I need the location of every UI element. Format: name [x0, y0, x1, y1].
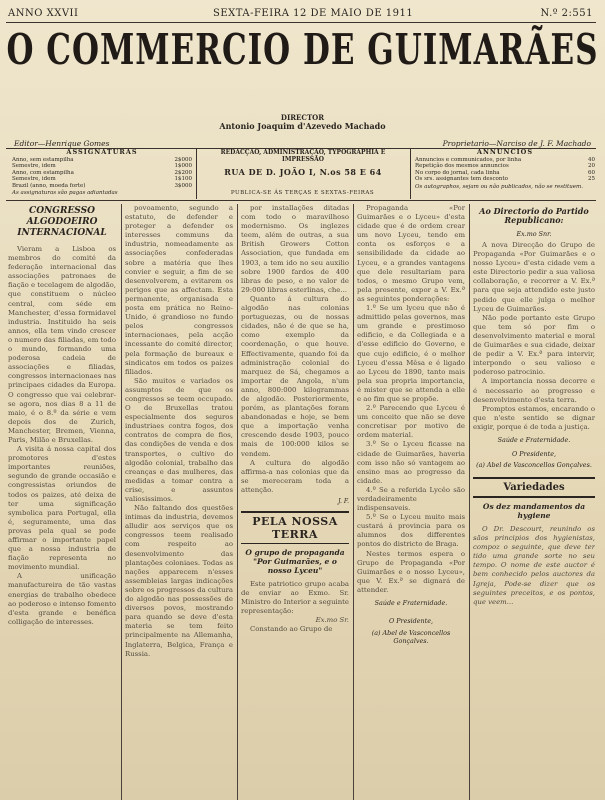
director-block	[0, 113, 605, 131]
column-separator	[237, 204, 238, 800]
subscription-label: Semestre, idem	[12, 163, 56, 169]
column-2	[125, 204, 233, 800]
col3-paragraph: Quanto á cultura do algodão nas colonias portuguezas, ou de nossas cidades, não é de que se ha, como exemplo da coordenação, o que houve. Effectivamente, quando foi da administração colonial do marquez de Sá, chegamos a importar de Angola, n'um anno, 800:000 kilogrammas de algodão. Posteriormente, porém, as plantações foram abandonadas e hoje, se bem que a importação venha crescendo desde 1903, pouco mais de 100:000 kilos se vendem.	[241, 294, 349, 458]
column-4	[357, 204, 465, 800]
variedades-text: O Dr. Descourt, reunindo os sãos principios dos hygienistas, compoz o seguinte, que deve ter tido uma grande sorte no seu tempo. O nome de este auctor é bem conhecido pelos auctores da Igreja, Pode-se dizer que os seguintes preceitos, e os pontos, que veem...	[473, 524, 595, 606]
group-body	[241, 580, 349, 635]
col3-paragraph: A cultura do algodão affirma-a nas colonias que da se mereceram toda a attenção.	[241, 458, 349, 494]
col4-closing: Saúde e Fraternidade.	[374, 599, 448, 608]
ad-rate-value: 60	[588, 169, 595, 176]
col4-paragraph: Nestes termos espera o Grupo de Propaganda «Por Guimarães e o nosso Lyceu», que V. Ex.ª se dignará de attender.	[357, 549, 465, 594]
group-text: Este patriotico grupo acaba de enviar ao Exmo. Sr. Ministro do Interior a seguinte representação:	[241, 580, 349, 616]
director-name: Antonio Joaquim d'Azevedo Machado	[219, 121, 386, 131]
col2-body	[125, 204, 233, 659]
ad-rate-value: 20	[588, 163, 595, 169]
ad-rate-label: Os srs. assignantes tem desconto	[415, 176, 508, 182]
col5-body	[473, 241, 595, 432]
column-separator	[469, 204, 470, 800]
col5-title: Ao Directorio do Partido Republicano:	[479, 206, 589, 225]
col2-paragraph: povoamento, segundo a estatuto, de defender e proteger a defender os interesses communs da industria, nomeadamente as associações confederadas sobre a matéria que lhes convier e seguir, a fim de se desenvolverem, a evitarem os perigos que as affectam. Esta permanente, organisada e posta em prática no Reino-Unido, é grandioso no fundo pelos congressos internacionaes, pela acção incessante do comité director, pela formação de bureaux e sindicatos em todos os paizes filiados.	[125, 204, 233, 376]
variedades-heading: Variedades	[473, 477, 595, 498]
col2-paragraph: Não faltando dos questões intimas da industria, devemos alludir aos serviços que os congressos teem realisado com respeito ao desenvolvimento das plantações coloniaes. Todas as nações apparecem n'esses assembleias largas indicações sobre os progressos da cultura do algodão nas possessões de diversos povos, mostrando para quando se deve d'esta materia se tem feito principalmente na Allemanha, Inglaterra, Belgica, França e Russia.	[125, 504, 233, 658]
col4-president: O Presidente,	[388, 617, 434, 626]
col5-paragraph: Promptos estamos, encarando o que n'este sentido se dignar exigir, porque é de toda a justiça.	[473, 404, 595, 431]
ad-rate-row	[415, 176, 595, 183]
col4-paragraph: 4.º Se a referida Lycêo são verdadeiramente indispensaveis.	[357, 485, 465, 513]
variedades-body	[473, 525, 595, 607]
col1-paragraph: Vieram a Lisboa os membros do comité da federação internacional das associações patronaes de fiação e tecelagem de algodão, que constituem o núcleo central, com séde em Manchester, d'essa formidavel industria. Instituido ha seis annos, ella tem vindo crescer o numero das filiadas, em todo o mundo, formando uma poderosa cadeia de associações e filiadas, congressos internacionaes nas principaes cidades da Europa. O congresso que vai celebrar-se agora, nos dias 8 a 11 de maio, é o 8.º da série e vem depois dos de Zurich, Manchester, Bremen, Vienna, Paris, Milão e Bruxellas.	[8, 245, 116, 444]
issue-date: SEXTA-FEIRA 12 DE MAIO DE 1911	[213, 8, 414, 19]
rule-top	[6, 22, 596, 23]
subscription-label: Brazil (anno, moeda forte)	[12, 182, 86, 189]
column-separator	[353, 204, 354, 800]
subscription-row	[12, 183, 192, 190]
variedades-title: Os dez mandamentos da hygiene	[482, 501, 586, 520]
col4-paragraph: Propaganda «Por Guimarães e o Lyceu» d'esta cidade que é de ordem crear um novo Lyceu, tendo em conta os esforços e a sensibilidade da cidade ao Lyceu, e a grandes vantagens que dele resultariam para todos, o mesmo Grupo vem, pela presente, expor a V. Ex.ª as seguintes ponderações:	[357, 204, 465, 303]
column-1	[8, 204, 116, 800]
subscription-value: 2$000	[174, 156, 192, 163]
group-title: O grupo de propaganda "Por Guimarães, e o nosso Lyceu"	[245, 548, 345, 575]
col5-salutation: Ex.mo Snr.	[516, 230, 552, 238]
subscriptions-box	[12, 149, 192, 197]
col5-paragraph: A nova Direcção do Grupo de Propaganda «Por Guimarães e o nosso Lyceu» d'esta cidade vem a este Directorio pedir a sua valiosa collaboração, e recorrer a V. Ex.ª para que seja attendido este justo pedido que elle julga o melhor Lyceu de Guimarães.	[473, 241, 595, 313]
publish-note: PUBLICA-SE ÁS TERÇAS E SEXTAS-FEIRAS	[230, 190, 375, 196]
ad-rate-label: Annuncios e communicados, por linha	[415, 156, 522, 163]
ad-rate-label: No corpo do jornal, cada linha	[415, 169, 500, 176]
director-label: DIRECTOR	[280, 113, 325, 122]
office-address: RUA DE D. JOÃO I, N.os 58 E 64	[224, 167, 382, 177]
col4-paragraph: 2.º Parecendo que Lyceu é um conceito que não se deve concretisar por motivo de ordem material.	[357, 404, 465, 440]
col1-paragraph: A unificação manufactureira de tão vastas energias de trabalho obedece ao poderoso e intenso fomento d'esta grande e benéfica colligação de interesses.	[8, 572, 116, 626]
col5-paragraph: A importancia nossa decorre e é necessario ao progresso e desenvolvimento d'esta terra.	[473, 377, 595, 404]
subscription-label: Anno, com estampilha	[12, 169, 74, 176]
subscriptions-rows	[12, 157, 192, 190]
subscription-value: 1$100	[174, 176, 192, 182]
col4-signature: (a) Abel de Vasconcellos Gonçalves.	[371, 629, 451, 646]
column-5	[473, 204, 595, 800]
rule-info-bottom	[6, 200, 596, 201]
col3-paragraph: por installações ditadas com todo o maravilhoso modernismo. Os inglezes teem, além de outras, a sua British Growers Cotton Association, que fundada em 1903, a tem ido no seu auxilio sobre 1900 fardos de 400 libras de peso, e no valor de 29:000 libras esterlinas, che...	[241, 204, 349, 294]
col5-signature: (a) Abel de Vasconcellos Gonçalves.	[476, 460, 592, 469]
ads-rows	[415, 157, 595, 183]
col3-signature: J. F.	[338, 498, 349, 505]
col3-body	[241, 204, 349, 495]
group-closing: Constando ao Grupo de	[250, 625, 333, 634]
col4-paragraph: 5.º Se o Lyceu muito mais custará á provincia para os alumnos dos differentes pontos do districto de Braga.	[357, 513, 465, 549]
col5-president: O Presidente,	[511, 449, 557, 458]
pela-nossa-terra-heading: PELA NOSSA TERRA	[241, 511, 349, 544]
issue-number: N.º 2:551	[540, 8, 593, 19]
col5-closing: Saúde e Fraternidade.	[497, 435, 571, 444]
dateline	[8, 6, 593, 22]
column-3	[241, 204, 349, 800]
ads-note: Os autographos, sejam ou não publicados, não se restituem.	[415, 183, 584, 190]
ad-rate-label: Repetição dos mesmos annuncios	[415, 163, 509, 169]
ads-box	[415, 149, 595, 197]
column-separator	[121, 204, 122, 800]
proprietor: Proprietario—Narciso de J. F. Machado	[442, 139, 591, 148]
col2-paragraph: São muitos e variados os assumptos de que os congressos se teem occupado. O de Bruxellas tratou especialmente dos seguros industriaes contra fogos, dos contratos de compra de fios, das condições de venda e dos transportes, o cultivo do algodão colonial, trabalho das creanças e das mulheres, das medidas a tomar contra a crise, e assuntos valiosissimos.	[125, 376, 233, 503]
col4-body	[357, 204, 465, 595]
subscription-value: 1$000	[174, 163, 192, 169]
subscription-value: 2$200	[174, 169, 192, 176]
subscription-value: 3$000	[174, 182, 192, 189]
ad-rate-value: 40	[588, 156, 595, 163]
office-heading: REDACÇÃO, ADMINISTRAÇÃO, TYPOGRAPHIA E IMPRESSÃO	[220, 149, 386, 163]
col1-title: CONGRESSO ALGODOEIRO INTERNACIONAL	[17, 206, 107, 238]
subscription-label: Anno, sem estampilha	[12, 156, 74, 163]
col4-paragraph: 1.º Se um lyceu que não é admittido pelas governos, mas um grande e prestimoso edificio, e da Collegiada e a d'esse edificio do Governo, e que cujo edificio, é o melhor Lyceu d'essa Mêsa e é ligado ao Lyceu de 1890, tanto mais pela sua propria importancia, é mister que se attenda a elle e ao fim que se propõe.	[357, 304, 465, 403]
masthead-title: O COMMERCIO DE GUIMARÃES	[6, 26, 599, 75]
group-salutation: Ex.mo Sr.	[315, 616, 349, 625]
subscriptions-heading: ASSIGNATURAS	[66, 148, 138, 156]
subscription-label: Semestre, idem	[12, 176, 56, 182]
col5-paragraph: Não pode portanto este Grupo que tem só por fim o desenvolvimento material e moral de Guimarães e sua cidade, deixar de pedir a V. Ex.ª para intervir, interpondo o seu valioso e poderoso patrocinio.	[473, 313, 595, 377]
subscriptions-note: As assignaturas são pagas adiantadas	[12, 190, 118, 196]
col4-paragraph: 3.º Se o Lyceu ficasse na cidade de Guimarães, haveria com isso não só vantagem ao ensino mas ao progresso da cidade.	[357, 440, 465, 485]
ads-heading: ANNUNCIOS	[476, 148, 534, 156]
editor: Editor—Henrique Gomes	[14, 139, 110, 148]
col1-body	[8, 245, 116, 627]
anno: ANNO XXVII	[8, 8, 79, 19]
info-separator-2	[410, 149, 411, 199]
ad-rate-value: 25	[588, 176, 595, 182]
col1-paragraph: A visita á nossa capital dos promotores d'estes importantes reuniões, segundo de grande occasião e congressistas oriundos de todos os paizes, até deixa de ter uma significação symbolica para Portugal, ella é, seguramente, uma das provas pela qual se pode affirmar o importante papel que a nossa industria de fiação representa no movimento mundial.	[8, 445, 116, 572]
